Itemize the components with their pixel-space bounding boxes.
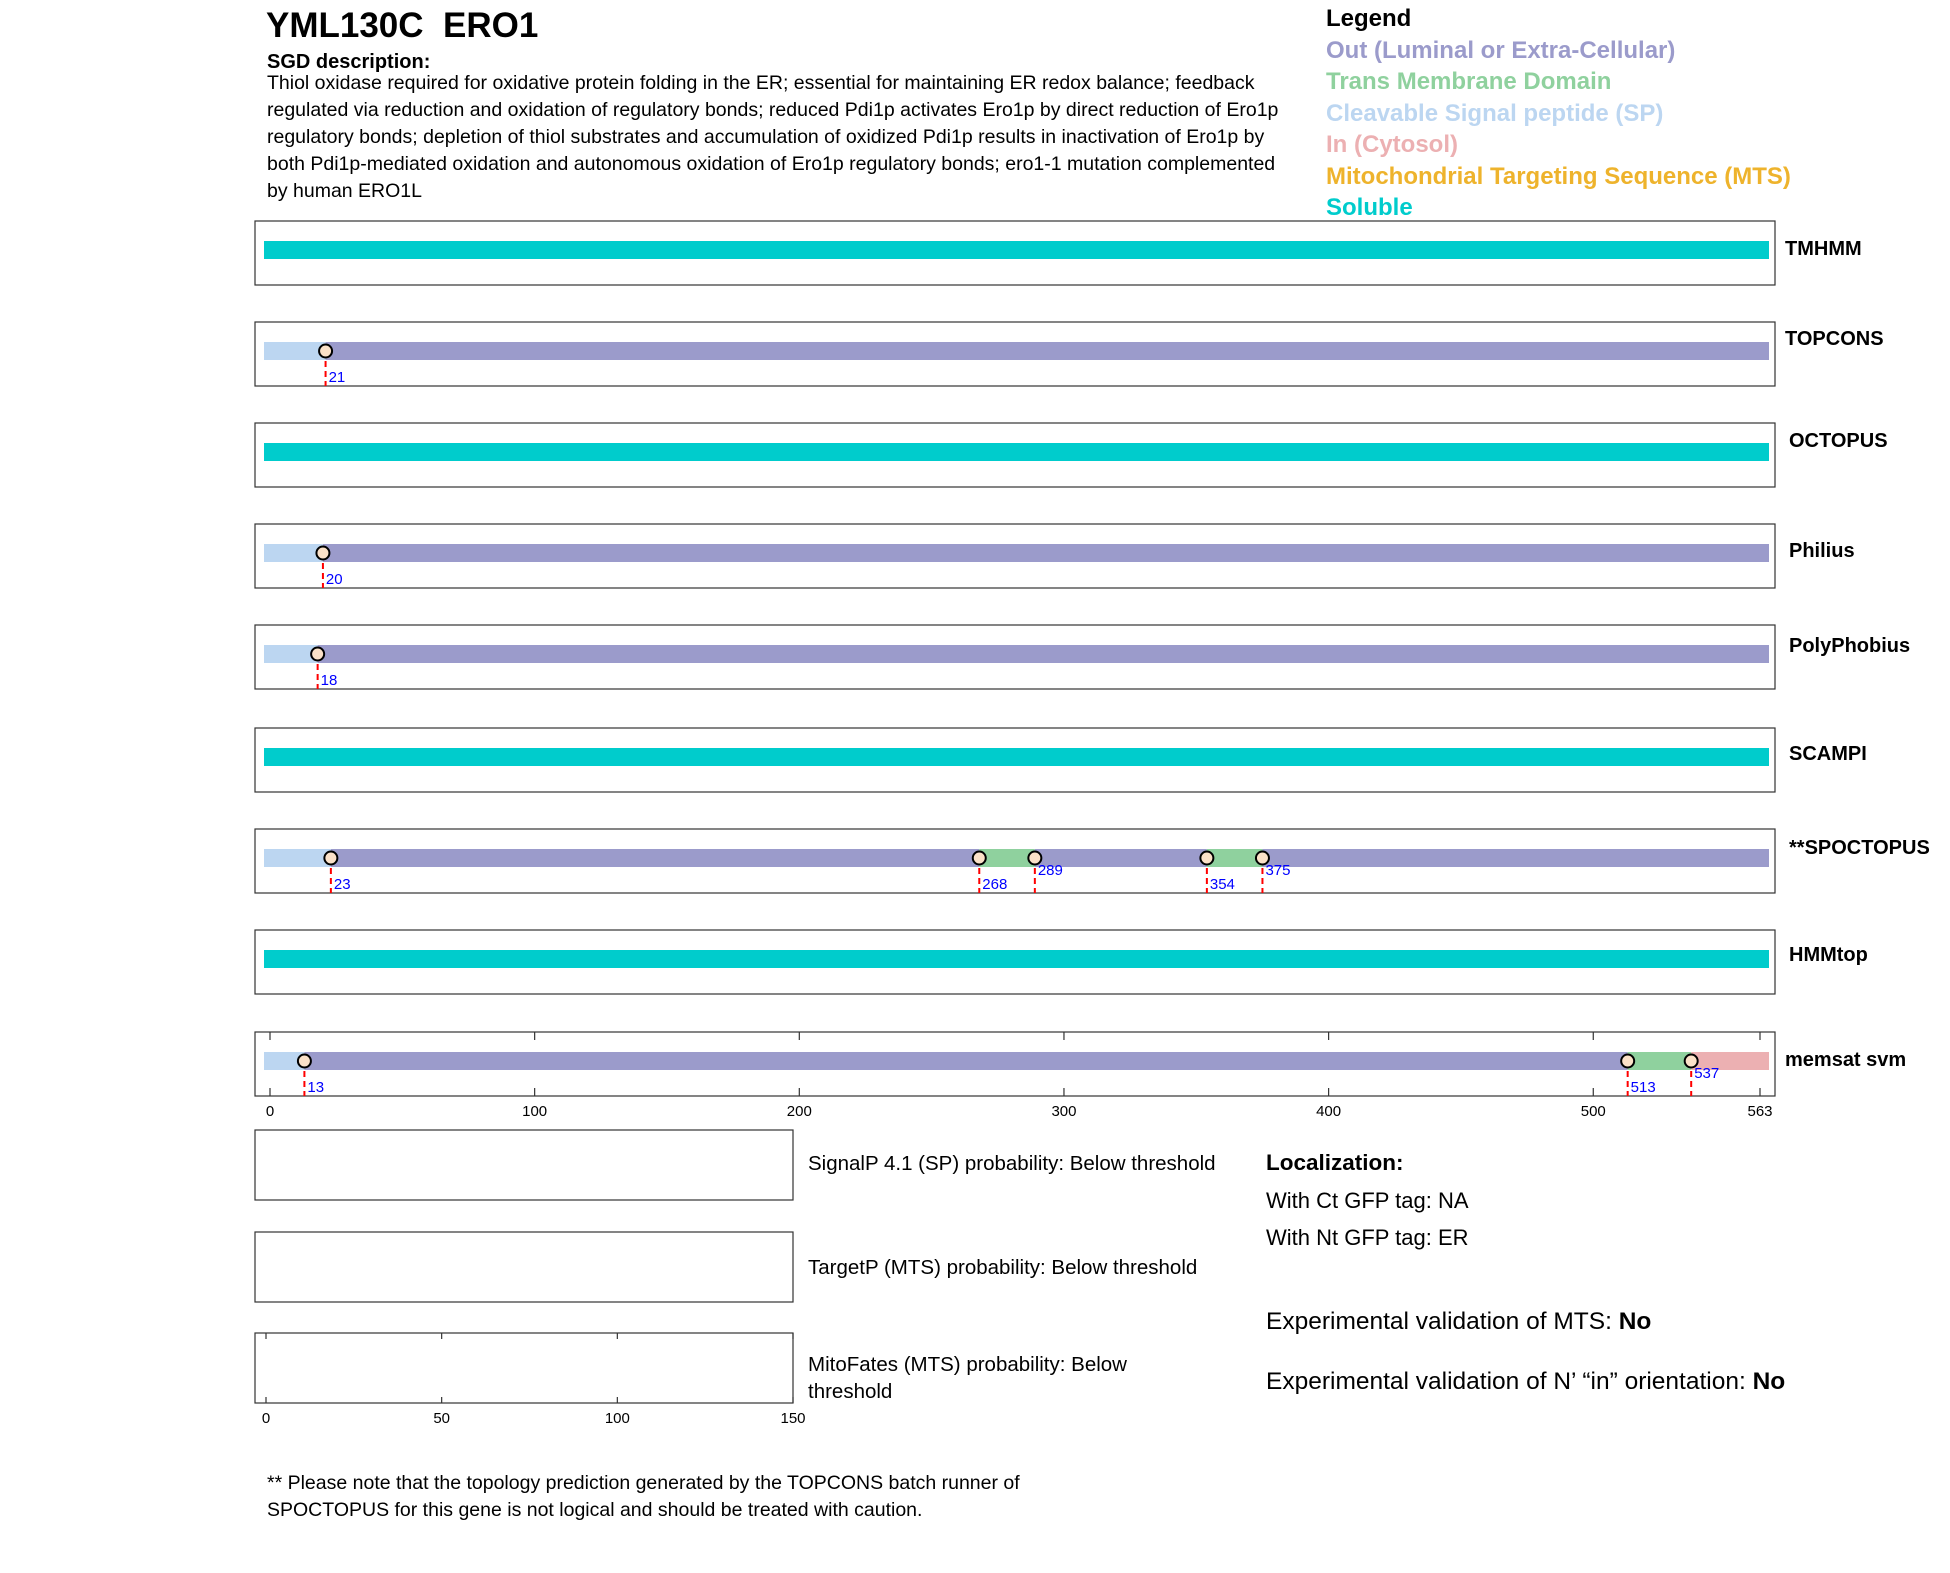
track-octopus — [255, 423, 1888, 487]
x-tick-label: 300 — [1051, 1103, 1077, 1120]
legend-item-out: Out (Luminal or Extra-Cellular) — [1326, 37, 1676, 64]
localization-ct-gfp: With Ct GFP tag: NA — [1266, 1188, 1469, 1213]
boundary-marker — [311, 648, 324, 661]
x-tick-label: 100 — [522, 1103, 548, 1120]
segment-out — [323, 544, 1769, 562]
segment-out — [1262, 849, 1769, 867]
track-label: **SPOCTOPUS — [1789, 837, 1930, 859]
prob-x-tick-label: 150 — [780, 1410, 806, 1427]
track-topcons — [255, 322, 1884, 386]
segment-out — [326, 342, 1769, 360]
x-tick-label: 563 — [1747, 1103, 1773, 1120]
boundary-marker — [319, 345, 332, 358]
gene-name: ERO1 — [443, 6, 539, 45]
x-tick-label: 400 — [1316, 1103, 1342, 1120]
localization-title: Localization: — [1266, 1150, 1404, 1175]
legend-item-sp: Cleavable Signal peptide (SP) — [1326, 100, 1664, 127]
segment-soluble — [264, 748, 1769, 766]
localization-nt-gfp: With Nt GFP tag: ER — [1266, 1225, 1469, 1250]
probability-label: MitoFates (MTS) probability: Below — [808, 1353, 1127, 1376]
boundary-label: 18 — [320, 672, 338, 689]
prob-x-tick-label: 100 — [604, 1410, 630, 1427]
segment-sp — [264, 544, 323, 562]
gene-id: YML130C — [266, 6, 424, 45]
track-label: OCTOPUS — [1789, 430, 1888, 452]
boundary-label: 13 — [307, 1079, 325, 1096]
track-label: HMMtop — [1789, 944, 1868, 966]
boundary-marker — [1200, 852, 1213, 865]
segment-out — [304, 1052, 1627, 1070]
boundary-label: 268 — [982, 876, 1008, 893]
track-tmhmm — [255, 221, 1862, 285]
boundary-marker — [973, 852, 986, 865]
x-tick-label: 200 — [786, 1103, 812, 1120]
track-label: memsat svm — [1785, 1049, 1907, 1071]
sgd-description-label: SGD description: — [267, 51, 431, 73]
segment-soluble — [264, 950, 1769, 968]
segment-tm — [1628, 1052, 1692, 1070]
boundary-marker — [298, 1055, 311, 1068]
boundary-marker — [316, 547, 329, 560]
track-label: TMHMM — [1785, 238, 1862, 260]
track-label: Philius — [1789, 540, 1855, 562]
track-hmmtop — [255, 930, 1868, 994]
track-spoctopus — [255, 829, 1930, 893]
legend-item-tm: Trans Membrane Domain — [1326, 68, 1612, 95]
probability-label: SignalP 4.1 (SP) probability: Below threshold — [808, 1152, 1216, 1175]
track-label: SCAMPI — [1789, 743, 1867, 765]
segment-out — [331, 849, 979, 867]
track-memsatsvm — [255, 1032, 1906, 1096]
sgd-description-text: Thiol oxidase required for oxidative protein folding in the ER; essential for maintaining ER redox balance; feedback regulated via reduction and oxidation of regulatory bonds; reduced Pdi1p activates Ero1p by direct reduction of Ero1p regulatory bonds; depletion of thiol substrates and accumulation of oxidized Pdi1p results in inactivation of Ero1p by both Pdi1p-mediated oxidation and autonomous oxidation of Ero1p regulatory bonds; ero1-1 mutation complemented by human ERO1L — [267, 72, 1279, 202]
segment-sp — [264, 645, 318, 663]
probability-label: TargetP (MTS) probability: Below threshold — [808, 1256, 1198, 1279]
probability-frame — [255, 1232, 793, 1302]
mts-validation — [1266, 1308, 1651, 1336]
x-tick-label: 500 — [1580, 1103, 1606, 1120]
orientation-validation-label: Experimental validation of N’ “in” orientation: — [1266, 1368, 1753, 1395]
boundary-label: 21 — [328, 369, 346, 386]
probability-panel-2 — [255, 1232, 793, 1302]
legend-title: Legend — [1326, 5, 1412, 32]
probability-frame — [255, 1130, 793, 1200]
boundary-label: 20 — [325, 571, 343, 588]
probability-panel-3 — [255, 1333, 793, 1403]
segment-tm — [1207, 849, 1263, 867]
track-philius — [255, 524, 1855, 588]
legend-item-mts: Mitochondrial Targeting Sequence (MTS) — [1326, 163, 1791, 190]
track-label: PolyPhobius — [1789, 635, 1911, 657]
legend-item-soluble: Soluble — [1326, 194, 1413, 221]
legend-item-in: In (Cytosol) — [1326, 131, 1458, 158]
segment-tm — [979, 849, 1035, 867]
segment-sp — [264, 849, 331, 867]
boundary-label: 537 — [1694, 1065, 1720, 1082]
segment-out — [318, 645, 1769, 663]
probability-frame — [255, 1333, 793, 1403]
mts-validation-label: Experimental validation of MTS: — [1266, 1308, 1619, 1335]
track-polyphobius — [255, 625, 1910, 689]
boundary-label: 513 — [1630, 1079, 1656, 1096]
track-label: TOPCONS — [1785, 328, 1884, 350]
boundary-marker — [1621, 1055, 1634, 1068]
segment-soluble — [264, 241, 1769, 259]
track-scampi — [255, 728, 1867, 792]
boundary-label: 289 — [1037, 862, 1063, 879]
orientation-validation — [1266, 1368, 1785, 1396]
mts-validation-value: No — [1618, 1308, 1652, 1335]
boundary-marker — [324, 852, 337, 865]
boundary-label: 375 — [1265, 862, 1291, 879]
segment-soluble — [264, 443, 1769, 461]
boundary-label: 354 — [1209, 876, 1235, 893]
orientation-validation-value: No — [1752, 1368, 1786, 1395]
prob-x-tick-label: 50 — [433, 1410, 451, 1427]
probability-label: threshold — [808, 1380, 893, 1403]
boundary-label: 23 — [333, 876, 351, 893]
probability-panel-1 — [255, 1130, 793, 1200]
x-tick-label: 0 — [265, 1103, 275, 1120]
prob-x-tick-label: 0 — [261, 1410, 271, 1427]
footnote: ** Please note that the topology prediction generated by the TOPCONS batch runner of SPOCTOPUS for this gene is not logical and should be treated with caution. — [267, 1472, 1020, 1521]
segment-sp — [264, 342, 326, 360]
